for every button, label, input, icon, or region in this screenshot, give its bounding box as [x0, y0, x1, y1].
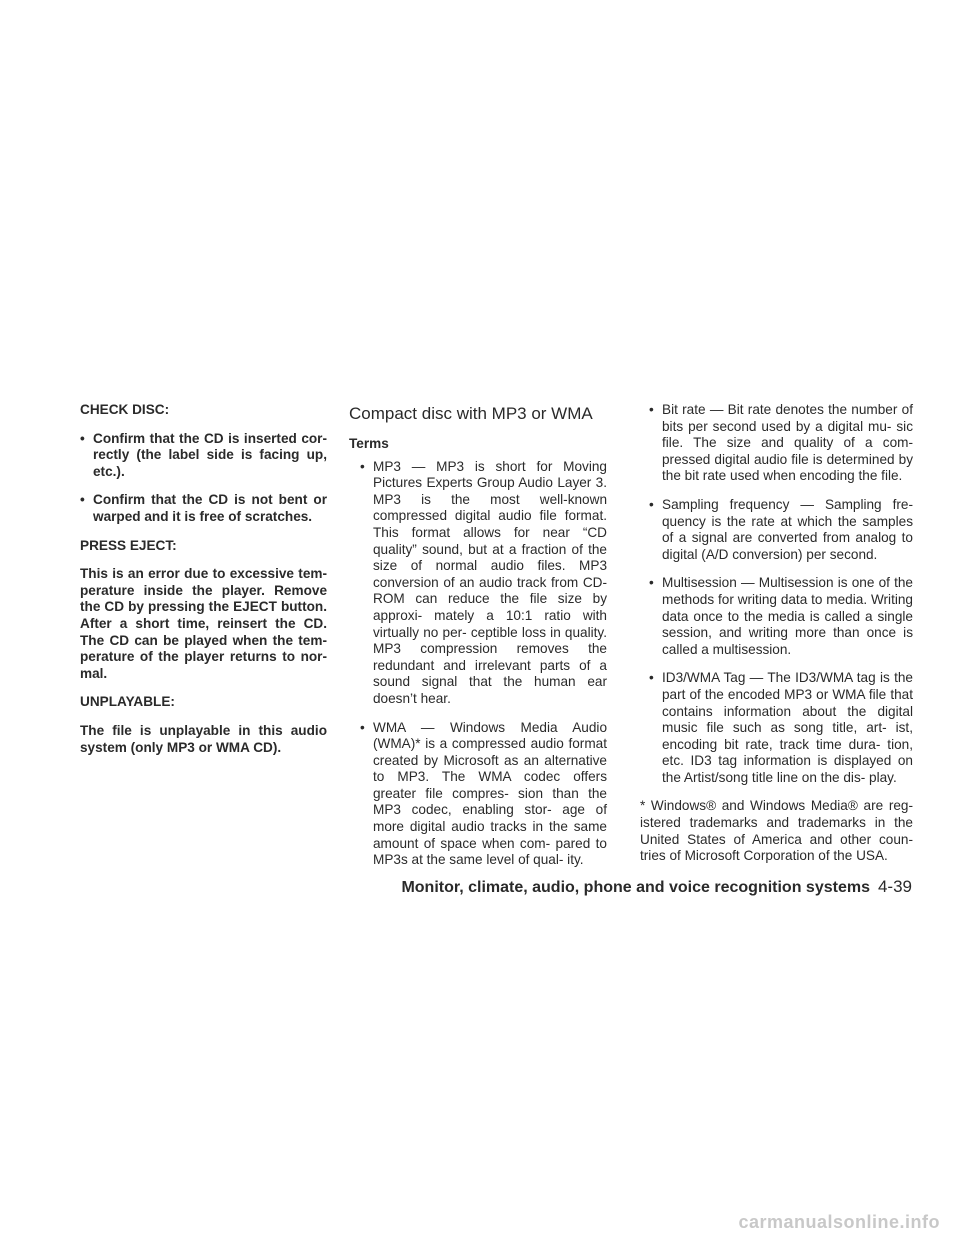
watermark: carmanualsonline.info	[738, 1212, 940, 1232]
bullet-icon: •	[360, 458, 365, 474]
bullet-icon: •	[649, 496, 654, 512]
bullet-text: Sampling frequency — Sampling fre- quency is the rate at which the samples of a signal are converted from analog to digital (A/D conversion) per second.	[662, 496, 913, 562]
bullet-text: ID3/WMA Tag — The ID3/WMA tag is the part of the encoded MP3 or WMA file that contains information about the digital music file such as song title, art- ist, encoding bit rate, track time dura- tion, etc. ID3 tag information is displayed on the Artist/song title line on the dis- play.	[662, 670, 913, 785]
bullet-icon: •	[80, 430, 85, 446]
bullet-icon: •	[649, 575, 654, 591]
list-item	[349, 720, 607, 869]
list-item	[640, 670, 913, 786]
page-number: 4-39	[877, 877, 912, 896]
bullet-icon: •	[649, 402, 654, 417]
terms-label: Terms	[349, 436, 389, 451]
section-title: Compact disc with MP3 or WMA	[349, 404, 593, 423]
bullet-icon: •	[80, 492, 85, 508]
unplayable-heading: UNPLAYABLE:	[80, 694, 175, 710]
footnote: * Windows® and Windows Media® are reg- istered trademarks and trademarks in the United States of America and other coun- tries of Microsoft Corporation of the USA.	[640, 798, 913, 864]
list-item	[640, 497, 913, 563]
list-item	[80, 431, 327, 481]
column-right	[640, 402, 913, 877]
bullet-icon: •	[649, 670, 654, 686]
press-eject-text: This is an error due to excessive tem- perature inside the player. Remove the CD by pressing the EJECT button. After a short time, reinsert the CD. The CD can be played when the tem- perature of the player returns to nor- mal.	[80, 566, 327, 681]
column-middle	[349, 402, 607, 881]
bullet-text: Confirm that the CD is not bent or warped and it is free of scratches.	[93, 492, 327, 524]
bullet-text: Multisession — Multisession is one of the methods for writing data to media. Writing data once to the media is called a single session, and writing more than once is called a multisession.	[662, 575, 913, 657]
bullet-text: WMA — Windows Media Audio (WMA)* is a compressed audio format created by Microsoft as an alternative to MP3. The WMA codec offers greater file compres- sion than the MP3 codec, enabling stor- age of more digital audio tracks in the same amount of space when com- pared to MP3s at the same level of qual- ity.	[373, 719, 607, 868]
footer-title: Monitor, climate, audio, phone and voice recognition systems	[401, 879, 870, 896]
list-item	[640, 575, 913, 658]
page-footer	[401, 877, 912, 897]
bullet-text: Bit rate — Bit rate denotes the number of bits per second used by a digital mu- sic file. The size and quality of a com- pressed digital audio file is determined by the bit rate used when encoding the file.	[662, 402, 913, 484]
bullet-text: MP3 — MP3 is short for Moving Pictures Experts Group Audio Layer 3. MP3 is the most well-known compressed digital audio file format. This format allows for near “CD quality” sound, but at a fraction of the size of normal audio files. MP3 conversion of an audio track from CD-ROM can reduce the file size by approxi- mately a 10:1 ratio with virtually no per- ceptible loss in quality. MP3 compression removes the redundant and irrelevant parts of a sound signal that the human ear doesn’t hear.	[373, 458, 607, 706]
bullet-text: Confirm that the CD is inserted cor- rectly (the label side is facing up, etc.).	[93, 430, 327, 479]
list-item	[640, 402, 913, 485]
bullet-icon: •	[360, 719, 365, 735]
list-item	[80, 492, 327, 525]
check-disc-heading: CHECK DISC:	[80, 402, 170, 417]
press-eject-heading: PRESS EJECT:	[80, 537, 177, 553]
unplayable-text: The file is unplayable in this audio system (only MP3 or WMA CD).	[80, 722, 327, 755]
column-left	[80, 402, 327, 768]
list-item	[349, 459, 607, 708]
